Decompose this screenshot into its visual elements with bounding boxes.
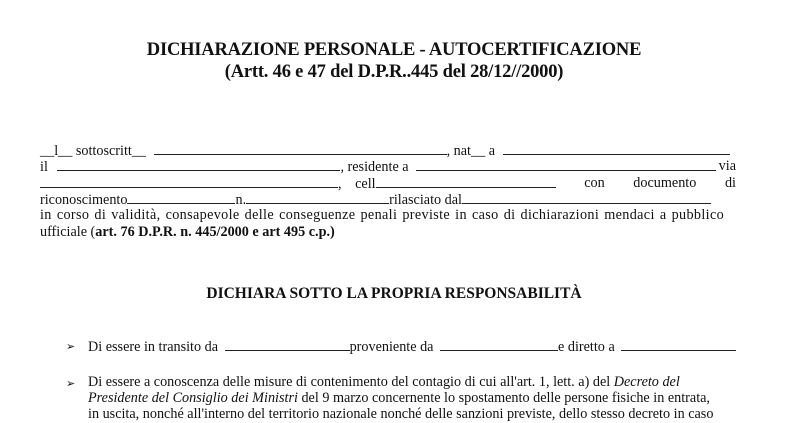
issued-by-field[interactable] [462, 191, 711, 204]
transit-from-field[interactable] [225, 338, 350, 351]
rilasciato-label: rilasciato dal [389, 192, 462, 208]
cell-label: cell [355, 176, 376, 192]
awareness-text: Di essere a conoscenza delle misure di contenimento del contagio di cui all'art. 1, lett. a) del [88, 374, 614, 390]
comma: , [338, 176, 342, 192]
awareness-declaration-line3: in uscita, nonché all'interno del territorio nazionale nonché delle sanzioni previste, dello stesso decreto in caso [88, 406, 714, 422]
document-subtitle: (Artt. 46 e 47 del D.P.R..445 del 28/12//2000) [224, 62, 564, 82]
birthplace-field[interactable] [503, 142, 730, 155]
document-number-field[interactable] [246, 191, 389, 204]
legal-reference [40, 224, 736, 240]
riconoscimento-label: riconoscimento [40, 192, 128, 208]
council-reference: Presidente del Consiglio dei Ministri [88, 390, 298, 406]
name-field[interactable] [154, 142, 447, 155]
arrow-bullet-icon: ➢ [66, 341, 76, 353]
residente-label: , residente a [340, 159, 409, 175]
awareness-declaration-line2 [88, 390, 710, 407]
proveniente-label: proveniente da [349, 339, 434, 355]
form-row-name [40, 142, 736, 159]
di-label: di [724, 175, 736, 191]
birthdate-field[interactable] [57, 158, 340, 171]
con-label: con [584, 175, 605, 191]
legal-reference-bold: art. 76 D.P.R. n. 445/2000 e art 495 c.p.) [95, 224, 335, 240]
street-field[interactable] [40, 175, 338, 188]
consapevole-text: in corso di validità, consapevole delle conseguenze penali previste in caso di dichiarazioni mendaci a pubblico [40, 207, 725, 223]
awareness-text-2: del 9 marzo concernente lo spostamento delle persone fisiche in entrata, [297, 390, 710, 406]
section-heading: DICHIARA SOTTO LA PROPRIA RESPONSABILITÀ [206, 285, 582, 302]
documento-label: documento [633, 175, 697, 191]
form-row-address [40, 175, 736, 192]
awareness-declaration-line1 [88, 374, 680, 391]
form-row-birth [40, 158, 736, 175]
cell-field[interactable] [376, 175, 556, 188]
document-title: DICHIARAZIONE PERSONALE - AUTOCERTIFICAZIONE [146, 40, 642, 60]
transit-declaration [88, 338, 736, 356]
sottoscritto-label: __l__ sottoscritt__ [40, 143, 147, 159]
origin-field[interactable] [440, 338, 558, 351]
il-label: il [40, 159, 48, 175]
numero-label: n. [235, 192, 247, 208]
document-type-field[interactable] [127, 191, 235, 204]
arrow-bullet-icon: ➢ [66, 378, 76, 390]
destination-field[interactable] [621, 338, 736, 351]
nato-label: , nat__ a [446, 143, 496, 159]
decree-reference: Decreto del [613, 374, 680, 390]
diretto-label: e diretto a [558, 339, 615, 355]
residence-field[interactable] [416, 158, 716, 171]
form-row-document [40, 191, 736, 208]
ufficiale-text: ufficiale ( [40, 224, 96, 240]
via-label: via [718, 158, 736, 174]
transit-label: Di essere in transito da [88, 339, 219, 355]
